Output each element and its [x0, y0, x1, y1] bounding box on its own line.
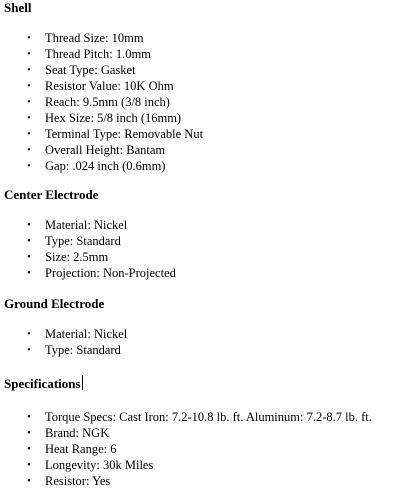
- section-heading: Specifications: [4, 376, 81, 391]
- section-center-electrode: [4, 187, 176, 281]
- list-item: • Seat Type: Gasket: [27, 63, 136, 77]
- list-item: • Resistor: Yes: [27, 474, 111, 488]
- list-item: • Thread Pitch: 1.0mm: [27, 47, 151, 61]
- bullet-icon: •: [27, 267, 31, 279]
- bullet-icon: •: [27, 112, 31, 124]
- section-shell: [4, 0, 203, 174]
- bullet-icon: •: [27, 443, 31, 455]
- section-ground-electrode: [4, 296, 127, 358]
- list-item: • Thread Size: 10mm: [27, 31, 144, 45]
- bullet-icon: •: [27, 96, 31, 108]
- bullet-icon: •: [27, 80, 31, 92]
- bullet-icon: •: [27, 64, 31, 76]
- list-item: • Torque Specs: Cast Iron: 7.2-10.8 lb. ft. Aluminum: 7.2-8.7 lb. ft.: [27, 410, 372, 424]
- bullet-list: [4, 217, 176, 281]
- bullet-list: [4, 30, 203, 174]
- list-item: • Size: 2.5mm: [27, 250, 109, 264]
- list-item: • Gap: .024 inch (0.6mm): [27, 159, 166, 173]
- bullet-icon: •: [27, 219, 31, 231]
- bullet-icon: •: [27, 160, 31, 172]
- bullet-icon: •: [27, 144, 31, 156]
- bullet-icon: •: [27, 32, 31, 44]
- list-item: • Material: Nickel: [27, 218, 128, 232]
- bullet-list: [4, 326, 127, 358]
- section-specifications: [4, 375, 372, 489]
- bullet-icon: •: [27, 48, 31, 60]
- section-heading: Ground Electrode: [4, 296, 105, 311]
- section-heading: Center Electrode: [4, 187, 99, 202]
- list-item: • Overall Height: Bantam: [27, 143, 166, 157]
- text-cursor: [82, 375, 83, 390]
- bullet-icon: •: [27, 459, 31, 471]
- bullet-icon: •: [27, 475, 31, 487]
- list-item: • Type: Standard: [27, 343, 121, 357]
- list-item: • Material: Nickel: [27, 327, 128, 341]
- list-item: • Brand: NGK: [27, 426, 110, 440]
- bullet-icon: •: [27, 411, 31, 423]
- list-item: • Heat Range: 6: [27, 442, 117, 456]
- list-item: • Resistor Value: 10K Ohm: [27, 79, 174, 93]
- list-item: • Hex Size: 5/8 inch (16mm): [27, 111, 182, 125]
- list-item: • Type: Standard: [27, 234, 121, 248]
- bullet-list: [4, 409, 372, 489]
- bullet-icon: •: [27, 128, 31, 140]
- bullet-icon: •: [27, 251, 31, 263]
- list-item: • Reach: 9.5mm (3/8 inch): [27, 95, 170, 109]
- list-item: • Projection: Non-Projected: [27, 266, 176, 280]
- bullet-icon: •: [27, 427, 31, 439]
- section-heading: Shell: [4, 0, 32, 15]
- list-item: • Longevity: 30k Miles: [27, 458, 154, 472]
- bullet-icon: •: [27, 235, 31, 247]
- bullet-icon: •: [27, 328, 31, 340]
- list-item: • Terminal Type: Removable Nut: [27, 127, 204, 141]
- bullet-icon: •: [27, 344, 31, 356]
